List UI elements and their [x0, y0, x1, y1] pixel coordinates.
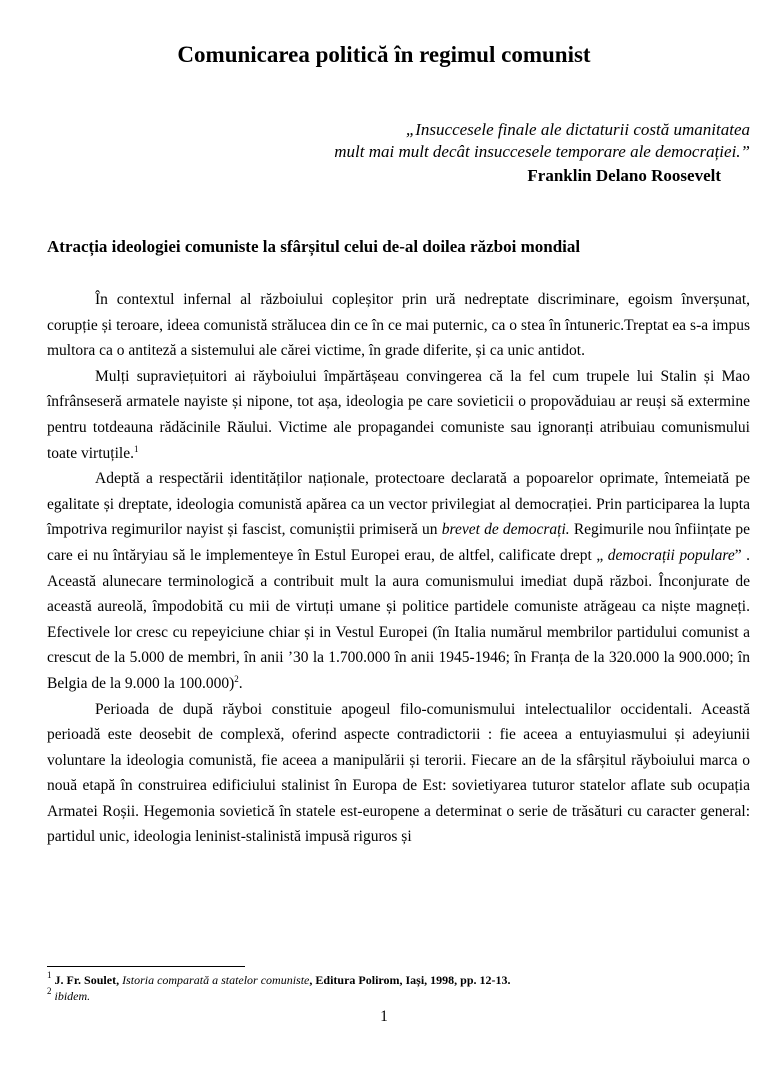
page-number: 1: [380, 1008, 388, 1025]
epigraph-author: Franklin Delano Roosevelt: [527, 166, 721, 185]
footnote-reference[interactable]: 2: [234, 673, 239, 684]
footnote-author: J. Fr. Soulet: [51, 973, 117, 987]
paragraph: [47, 466, 750, 696]
epigraph-quote: [334, 119, 750, 163]
paragraph: [47, 697, 750, 851]
footnote-separator: [47, 966, 245, 967]
paragraph-text: În contextul infernal al războiului copleșitor prin ură nedreptate discriminare, egoism înverșunat, corupție și teroare, ideea comunistă strălucea din ce în ce mai puternic, ca o stea în întuneric.Treptat ea s-a impus multora ca o antiteză a sistemului ale cărei victime, în grade diferite, și ca unic antidot.: [47, 291, 750, 360]
epigraph-line: „Insuccesele finale ale dictaturii costă umanitatea: [405, 120, 750, 139]
footnote: [47, 972, 747, 988]
paragraph-text: .: [238, 674, 243, 692]
paragraph-text: Regimurile nou înființate pe care ei nu întăryiau să le implementeye în Estul Europei erau, de altfel, calificate drept „: [47, 521, 750, 564]
footnotes: [47, 972, 747, 1004]
footnote-title: Istoria comparată a statelor comuniste: [122, 973, 310, 987]
paragraph-text: Perioada de după răyboi constituie apogeul filo-comunismului intelectualilor occidentali. Această perioadă este deosebit de complexă, oferind aspecte contradictorii : fie aceea a entuyiasmului și adeyiunii voluntare la ideologia comunistă, fie aceea a manipulării și terorii. Fiecare an de la sfârșitul răyboiului marca o nouă etapă în construirea edificiului stalinist în Europa de Est: sovietiyarea tuturor statelor aflate sub ocupația Armatei Roșii. Hegemonia sovietică în statele est-europene a determinat o serie de trăsături cu caracter general: partidul unic, ideologia leninist-stalinistă impusă riguros și: [47, 700, 750, 846]
paragraph: [47, 287, 750, 364]
footnote: [47, 988, 747, 1004]
footnote-number: 2: [47, 986, 52, 996]
footnote-reference[interactable]: 1: [133, 443, 139, 454]
paragraph-text: ” . Această alunecare terminologică a contribuit mult la aura comunismului imediat după război. Înconjurate de această aureolă, împodobită cu mii de virtuți umane și politice partidele comuniste atrăgeau ca niște magneți. Efectivele lor cresc cu repeyiciune chiar și in Vestul Europei (în Italia numărul membrilor partidului comunist a crescut de la 5.000 de membri, în anii ’30 la 1.700.000 în anii 1945-1946; în Franța de la 320.000 la 900.000; în Belgia de la 9.000 la 100.000): [47, 546, 750, 692]
footnote-number: 1: [47, 970, 52, 980]
paragraph-text: Mulți supraviețuitori ai răyboiului împărtășeau convingerea că la fel cum trupele lui Stalin și Mao înfrânseseră armatele nayiste și nipone, tot așa, ideologia pe care sovieticii o propovăduiau ar reuși să extermine pentru totdeauna rădăcinile Răului. Victime ale propagandei comuniste sau ignoranți atribuiau comunismului toate virtuțile.: [47, 367, 750, 462]
section-heading: Atracția ideologiei comuniste la sfârșitul celui de-al doilea război mondial: [47, 237, 581, 256]
page-title: Comunicarea politică în regimul comunist: [177, 42, 591, 67]
paragraph-text: Adeptă a respectării identităților naționale, protectoare declarată a popoarelor oprimate, întemeiată pe egalitate și dreptate, ideologia comunistă apărea ca un vector privilegiat al democrației. Prin participarea la lupta împotriva regimurilor nayist și fascist, comuniștii primiseră un: [47, 470, 750, 539]
footnote-text: ibidem.: [51, 989, 91, 1003]
footnote-details: , Editura Polirom, Iași, 1998, pp. 12-13.: [309, 973, 511, 987]
epigraph-line: mult mai mult decât insuccesele temporare ale democrației.”: [334, 142, 750, 161]
body-text: [47, 287, 750, 850]
emphasis-text: democrații populare: [607, 546, 735, 564]
footnote-separator-text: ,: [116, 973, 123, 987]
paragraph: [47, 364, 750, 466]
emphasis-text: brevet de democrați.: [441, 521, 570, 539]
